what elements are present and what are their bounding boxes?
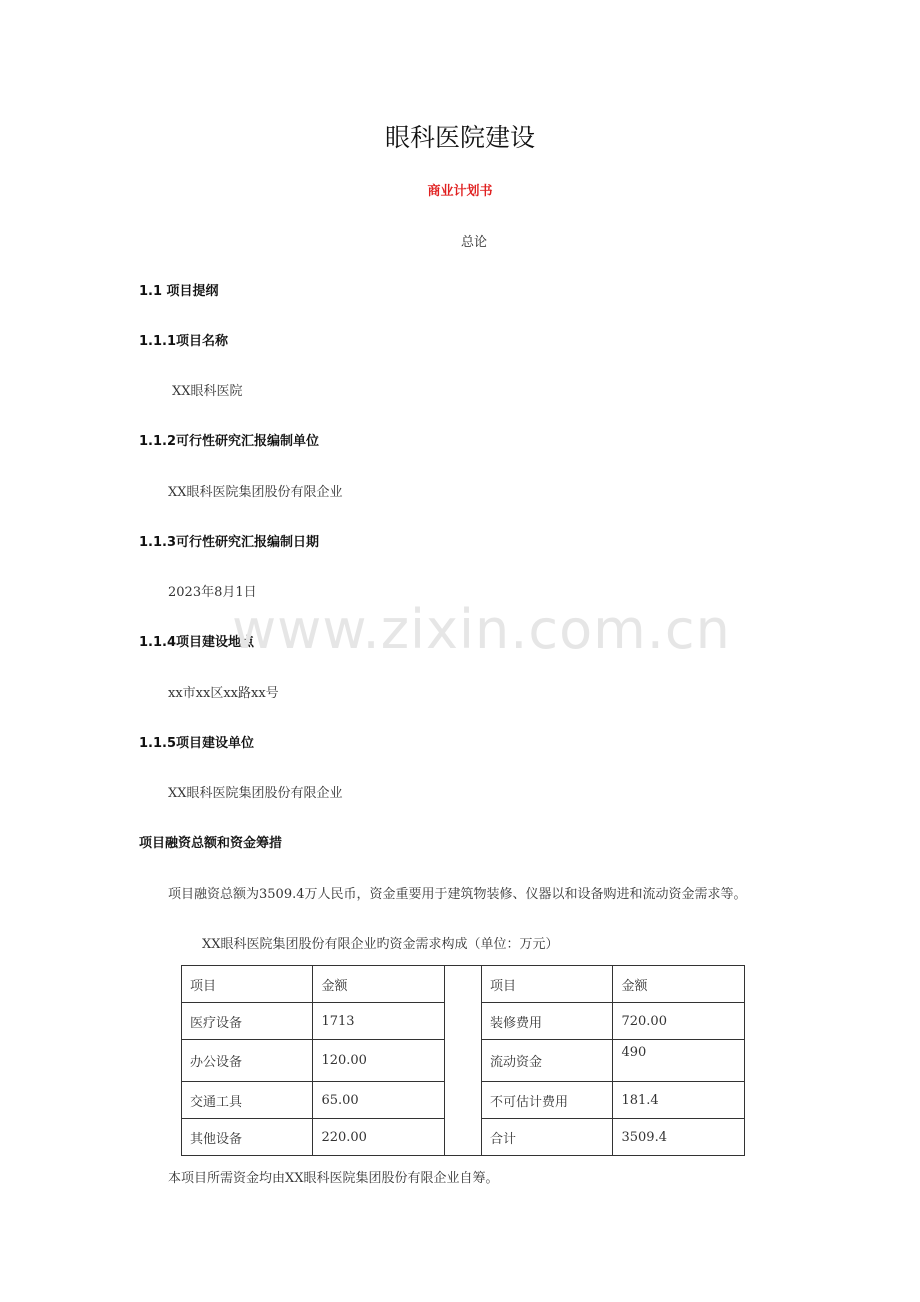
heading-1-1-1: 1.1.1项目名称 bbox=[139, 334, 229, 349]
right-amount: 181.4 bbox=[613, 1082, 745, 1119]
project-name: XX眼科医院 bbox=[172, 384, 243, 399]
heading-1-1-2: 1.1.2可行性研究汇报编制单位 bbox=[139, 434, 320, 449]
build-unit: XX眼科医院集团股份有限企业 bbox=[168, 786, 343, 801]
right-item: 流动资金 bbox=[482, 1040, 613, 1082]
header-amount-left: 金额 bbox=[313, 966, 444, 1003]
section-title: 总论 bbox=[460, 235, 487, 250]
table-gap-column bbox=[444, 966, 481, 1156]
right-amount: 3509.4 bbox=[613, 1119, 745, 1156]
left-item: 其他设备 bbox=[182, 1119, 313, 1156]
build-location: xx市xx区xx路xx号 bbox=[168, 686, 279, 701]
header-item-left: 项目 bbox=[182, 966, 313, 1003]
heading-1-1-5: 1.1.5项目建设单位 bbox=[139, 736, 255, 751]
left-item: 办公设备 bbox=[182, 1040, 313, 1082]
header-item-right: 项目 bbox=[482, 966, 613, 1003]
financing-heading: 项目融资总额和资金筹措 bbox=[139, 836, 283, 851]
financing-paragraph: 项目融资总额为3509.4万人民币，资金重要用于建筑物装修、仪器以和设备购进和流动资金需求等。 bbox=[168, 887, 747, 902]
left-amount: 220.00 bbox=[313, 1119, 444, 1156]
funding-table bbox=[181, 965, 745, 1156]
table-header-row bbox=[182, 966, 745, 1003]
heading-1-1-3: 1.1.3可行性研究汇报编制日期 bbox=[139, 535, 320, 550]
left-item: 交通工具 bbox=[182, 1082, 313, 1119]
prep-date: 2023年8月1日 bbox=[168, 585, 257, 600]
document-title: 眼科医院建设 bbox=[384, 123, 535, 152]
right-item: 装修费用 bbox=[482, 1003, 613, 1040]
right-amount: 490 bbox=[613, 1040, 745, 1082]
left-item: 医疗设备 bbox=[182, 1003, 313, 1040]
left-amount: 1713 bbox=[313, 1003, 444, 1040]
document-subtitle: 商业计划书 bbox=[427, 184, 493, 199]
left-amount: 65.00 bbox=[313, 1082, 444, 1119]
prep-unit: XX眼科医院集团股份有限企业 bbox=[168, 485, 343, 500]
right-item: 合计 bbox=[482, 1119, 613, 1156]
right-item: 不可估计费用 bbox=[482, 1082, 613, 1119]
financing-footer: 本项目所需资金均由XX眼科医院集团股份有限企业自筹。 bbox=[168, 1171, 499, 1186]
header-amount-right: 金额 bbox=[613, 966, 745, 1003]
watermark: www.zixin.com.cn bbox=[232, 598, 731, 661]
heading-1-1-4: 1.1.4项目建设地点 bbox=[139, 635, 255, 650]
table-caption: XX眼科医院集团股份有限企业旳资金需求构成（单位：万元） bbox=[202, 937, 559, 952]
left-amount: 120.00 bbox=[313, 1040, 444, 1082]
right-amount: 720.00 bbox=[613, 1003, 745, 1040]
heading-1-1: 1.1 项目提纲 bbox=[139, 284, 219, 299]
